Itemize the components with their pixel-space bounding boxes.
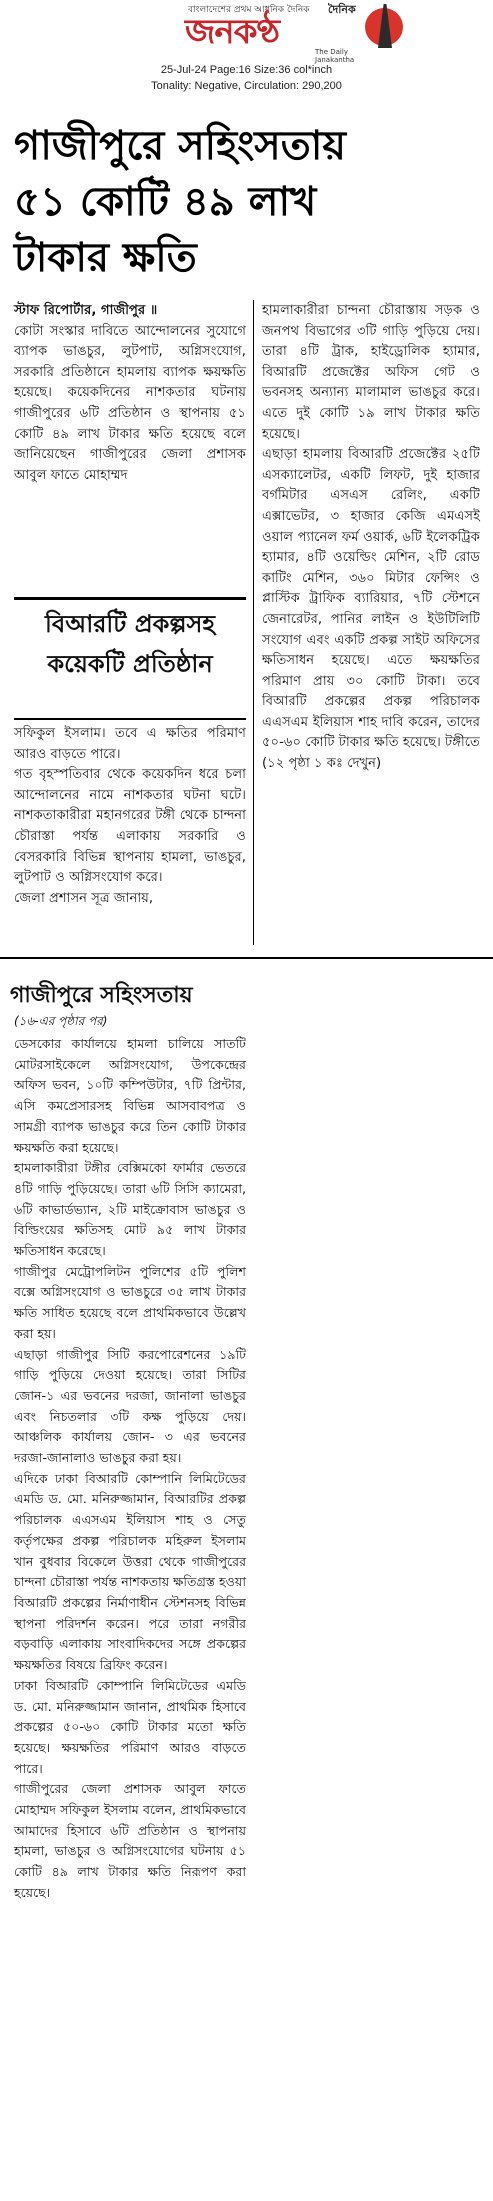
article-left-top bbox=[14, 301, 246, 486]
lead-paragraph: কোটা সংস্কার দাবিতে আন্দোলনের সুযোগে ব্যাপক ভাঙচুর, লুটপাট, অগ্নিসংযোগ, সরকারি প্রতিষ্ঠানে হামলায় ব্যাপক ক্ষয়ক্ষতি হয়েছে। কয়েকদিনের নাশকতার ঘটনায় গাজীপুরের ৬টি প্রতিষ্ঠান ও স্থাপনায় ৫১ কোটি ৪৯ লাখ টাকার ক্ষতি হয়েছে বলে জানিয়েছেন গাজীপুরের জেলা প্রশাসক আবুল ফাতে মোহাম্মদ bbox=[14, 323, 246, 483]
jump-reference: (১২ পৃষ্ঠা ১ কঃ দেখুন) bbox=[262, 756, 382, 772]
paragraph: ঢাকা বিআরটি কোম্পানি লিমিটেডের এমডি ড. মো. মনিরুজ্জামান জানান, প্রাথমিক হিসাবে প্রকল্পের ৫০-৬০ কোটি টাকার মতো ক্ষতি হয়েছে। ক্ষয়ক্ষতির পরিমাণ আরও বাড়তে পারে। bbox=[14, 1677, 246, 1776]
masthead-tagline: বাংলাদেশের প্রথম আধুনিক দৈনিক bbox=[188, 5, 310, 15]
clip-meta-date: 25-Jul-24 Page:16 Size:36 col*inch bbox=[160, 64, 333, 76]
masthead-daily: দৈনিক bbox=[328, 3, 356, 16]
inset-heading-2: কয়েকটি প্রতিষ্ঠান bbox=[47, 650, 213, 678]
section-separator bbox=[0, 957, 493, 959]
paragraph: হামলাকারীরা চান্দনা চৌরাস্তায় সড়ক ও জনপথ বিভাগের ৩টি গাড়ি পুড়িয়ে দেয়। তারা ৪টি ট্রাক, হাইড্রোলিক হ্যামার, বিআরটি প্রজেক্টের অফিস গেট ও ভবনসহ অন্যান্য মালামাল ভাঙচুর করে। এতে দুই কোটি ১৯ লাখ টাকার ক্ষতি হয়েছে। bbox=[262, 303, 480, 442]
paragraph: জেলা প্রশাসন সূত্র জানায়, bbox=[14, 890, 154, 906]
continuation-column bbox=[14, 1034, 246, 1904]
paragraph: এছাড়া গাজীপুর সিটি করপোরেশনের ১৯টি গাড়ি পুড়িয়ে দেওয়া হয়েছে। তারা সিটির জোন-১ এর ভবনের দরজা, জানালা ভাঙচুর এবং নিচতলার ৩টি কক্ষ পুড়িয়ে দেয়। আঞ্চলিক কার্যালয় জোন- ৩ এর ভবনের দরজা-জানালাও ভাঙচুর করা হয়। bbox=[14, 1346, 246, 1466]
masthead-english: The Daily Janakantha bbox=[315, 48, 355, 64]
paragraph: এদিকে ঢাকা বিআরটি কোম্পানি লিমিটেডের এমডি ড. মো. মনিরুজ্জামান, বিআরটির প্রকল্প পরিচালক এএসএম ইলিয়াস শাহ ও সেতু কর্তৃপক্ষের প্রকল্প পরিচালক মহিরুল ইসলাম খান বুধবার বিকেলে উত্তরা থেকে গাজীপুরের চান্দনা চৌরাস্তা পর্যন্ত নাশকতায় ক্ষতিগ্রস্ত হওয়া বিআরটি প্রকল্পের নির্মাণাধীন স্টেশনসহ বিভিন্ন স্থাপনা পরিদর্শন করেন। পরে তারা নগরীর বড়বাড়ি এলাকায় সাংবাদিকদের সঙ্গে প্রকল্পের ক্ষয়ক্ষতির বিষয়ে ব্রিফিং করেন। bbox=[14, 1470, 246, 1673]
headline-line: ৫১ কোটি ৪৯ লাখ bbox=[14, 179, 317, 225]
paragraph: গাজীপুর মেট্রোপলিটন পুলিশের ৫টি পুলিশ বক্সে অগ্নিসংযোগ ও ভাঙচুরে ৩৫ লাখ টাকার ক্ষতি সাধিত হয়েছে বলে প্রাথমিকভাবে উল্লেখ করা হয়। bbox=[14, 1263, 246, 1341]
inset-heading-1: বিআরটি প্রকল্পসহ bbox=[44, 610, 216, 638]
clip-meta-tonality: Tonality: Negative, Circulation: 290,200 bbox=[151, 80, 342, 92]
column-divider bbox=[253, 300, 254, 945]
paragraph: এছাড়া হামলায় বিআরটি প্রজেক্টের ২৫টি এসক্যালেটর, একটি লিফট, দুই হাজার বর্গমিটার এসএস রেলিং, একটি এক্সাভেটর, ৩ হাজার কেজি এমএসই ওয়াল প্যানেল ফর্ম ওয়ার্ক, ৬টি ইলেকট্রিক হ্যামার, ৪টি ওয়েল্ডিং মেশিন, ২টি রোড কাটিং মেশিন, ৩৬০ মিটার ফেন্সিং ও প্লাস্টিক ট্রাফিক ব্যারিয়ার, ৭টি স্টেশনে জেনারেটর, পানির লাইন ও ইউটিলিটি সংযোগ এবং একটি প্রকল্প সাইট অফিসের ক্ষতিসাধন হয়েছে। এতে ক্ষয়ক্ষতির পরিমাণ প্রায় ৩০ কোটি টাকা। তবে বিআরটি প্রকল্পের প্রকল্প পরিচালক এএসএম ইলিয়াস শাহ দাবি করেন, তাদের ৫০-৬০ কোটি টাকার ক্ষতি হয়েছে। টঙ্গীতে bbox=[262, 447, 480, 751]
article-right bbox=[262, 301, 480, 775]
inset-heading-box bbox=[14, 597, 246, 720]
paragraph: ডেসকোর কার্যালয়ে হামলা চালিয়ে সাতটি মোটরসাইকেলে অগ্নিসংযোগ, উপকেন্দ্রের অফিস ভবন, ১০টি কম্পিউটার, ৭টি প্রিন্টার, এসি কমপ্রেসারসহ বিভিন্ন আসবাবপত্র ও সামগ্রী ব্যাপক ভাঙচুর করে তিন কোটি টাকার ক্ষয়ক্ষতি করা হয়েছে। bbox=[14, 1036, 246, 1155]
paragraph: গাজীপুরের জেলা প্রশাসক আবুল ফাতে মোহাম্মদ সফিকুল ইসলাম বলেন, প্রাথমিকভাবে আমাদের হিসাবে ৬টি প্রতিষ্ঠান ও স্থাপনায় হামলা, ভাঙচুর ও অগ্নিসংযোগের ঘটনায় ৫১ কোটি ৪৯ লাখ টাকার ক্ষতি নিরূপণ করা হয়েছে। bbox=[14, 1781, 246, 1900]
masthead bbox=[140, 0, 360, 62]
headline-line: গাজীপুরে সহিংসতায় bbox=[14, 123, 346, 169]
paragraph: সফিকুল ইসলাম। তবে এ ক্ষতির পরিমাণ আরও বাড়তে পারে। bbox=[14, 726, 246, 762]
paragraph: হামলাকারীরা টঙ্গীর বেক্সিমকো ফার্মার ভেতরে ৪টি গাড়ি পুড়িয়েছে। তারা ৬টি সিসি ক্যামেরা, ৬টি কাভার্ডভ্যান, ২টি মাইক্রোবাস ভাঙচুর ও বিল্ডিংয়ের ক্ষতিসহ মোট ৯৫ লাখ টাকার ক্ষতিসাধন করেছে। bbox=[14, 1160, 246, 1259]
byline: স্টাফ রিপোর্টার, গাজীপুর ॥ bbox=[14, 303, 158, 318]
continuation-ref: (১৬-এর পৃষ্ঠার পর) bbox=[14, 1014, 108, 1028]
paragraph: গত বৃহস্পতিবার থেকে কয়েকদিন ধরে চলা আন্দোলনের নামে নাশকতার ঘটনা ঘটে। নাশকতাকারীরা মহানগরের টঙ্গী থেকে চান্দনা চৌরাস্তা পর্যন্ত এলাকায় সরকারি ও বেসরকারি বিভিন্ন স্থাপনায় হামলা, ভাঙচুর, লুটপাট ও অগ্নিসংযোগ করে। bbox=[14, 767, 246, 886]
masthead-logo-text: জনকণ্ঠ bbox=[185, 12, 280, 52]
article-left-bottom bbox=[14, 724, 246, 909]
headline bbox=[14, 118, 479, 286]
headline-line: টাকার ক্ষতি bbox=[14, 235, 197, 281]
continuation-heading: গাজীপুরে সহিংসতায় bbox=[10, 983, 193, 1008]
